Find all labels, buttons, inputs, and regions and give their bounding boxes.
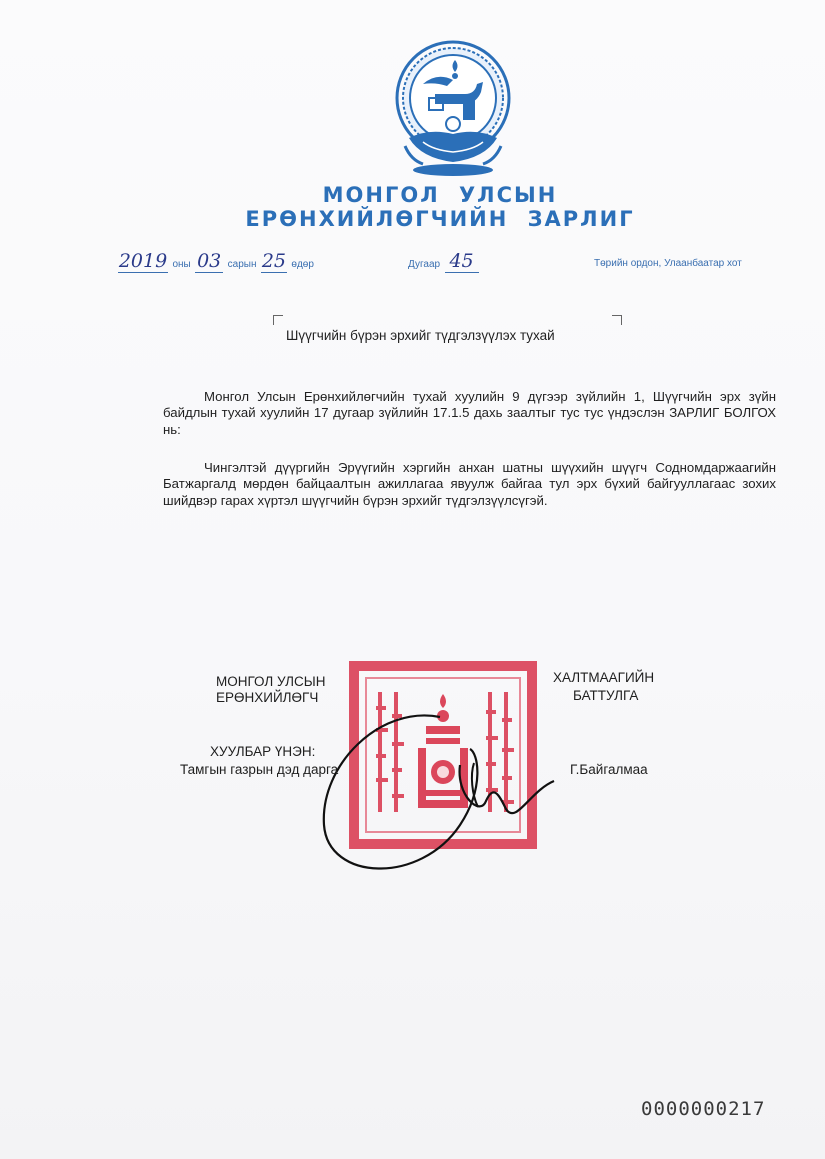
signatory-position-line1: МОНГОЛ УЛСЫН xyxy=(216,674,326,689)
true-copy-name: Г.Байгалмаа xyxy=(570,762,648,777)
true-copy-label: ХУУЛБАР ҮНЭН: xyxy=(210,744,316,759)
year-suffix: оны xyxy=(172,259,191,270)
decree-number xyxy=(408,250,479,273)
body-paragraph-1: Монгол Улсын Ерөнхийлөгчийн тухай хуулийн 9 дүгээр зүйлийн 1, Шүүгчийн эрх зүйн байдлын тухай хуулийн 17 дугаар зүйлийн 17.1.5 дахь заалтыг тус тус үндэслэн ЗАРЛИГ БОЛГОХ нь: xyxy=(163,389,776,437)
number-label: Дугаар xyxy=(408,259,441,270)
subject-corner-left xyxy=(273,315,283,325)
true-copy-position: Тамгын газрын дэд дарга xyxy=(180,762,339,777)
decree-subject: Шүүгчийн бүрэн эрхийг түдгэлзүүлэх тухай xyxy=(286,328,555,343)
signatory-position-line2: ЕРӨНХИЙЛӨГЧ xyxy=(216,690,319,705)
handwritten-number: 45 xyxy=(445,250,479,273)
handwritten-year: 2019 xyxy=(118,250,168,272)
body-paragraph-2: Чингэлтэй дүүргийн Эрүүгийн хэргийн анхан шатны шүүхийн шүүгч Содномдаржаагийн Батжаргалд мөрдөн байцаалтын ажиллагаа явуулж байгаа тул эрх бүхий байгууллагаас зохих шийдвэр гарах хүртэл шүүгчийн бүрэн эрхийг түдгэлзүүлсүгэй. xyxy=(163,460,776,508)
document-title-line2: ЕРӨНХИЙЛӨГЧИЙН ЗАРЛИГ xyxy=(245,207,635,231)
signatory-name-line1: ХАЛТМААГИЙН xyxy=(553,670,655,685)
document-title-line1: МОНГОЛ УЛСЫН xyxy=(322,183,558,207)
handwritten-signature xyxy=(310,705,560,885)
month-suffix: сарын xyxy=(227,259,257,270)
day-suffix: өдөр xyxy=(291,259,314,270)
handwritten-month: 03 xyxy=(197,250,222,272)
signatory-name-line2: БАТТУЛГА xyxy=(573,688,639,703)
issue-location: Төрийн ордон, Улаанбаатар хот xyxy=(594,258,742,269)
date-line xyxy=(118,250,314,273)
serial-number: 0000000217 xyxy=(641,1098,766,1120)
handwritten-day: 25 xyxy=(261,250,287,272)
state-emblem-icon xyxy=(383,38,523,180)
subject-corner-right xyxy=(612,315,622,325)
